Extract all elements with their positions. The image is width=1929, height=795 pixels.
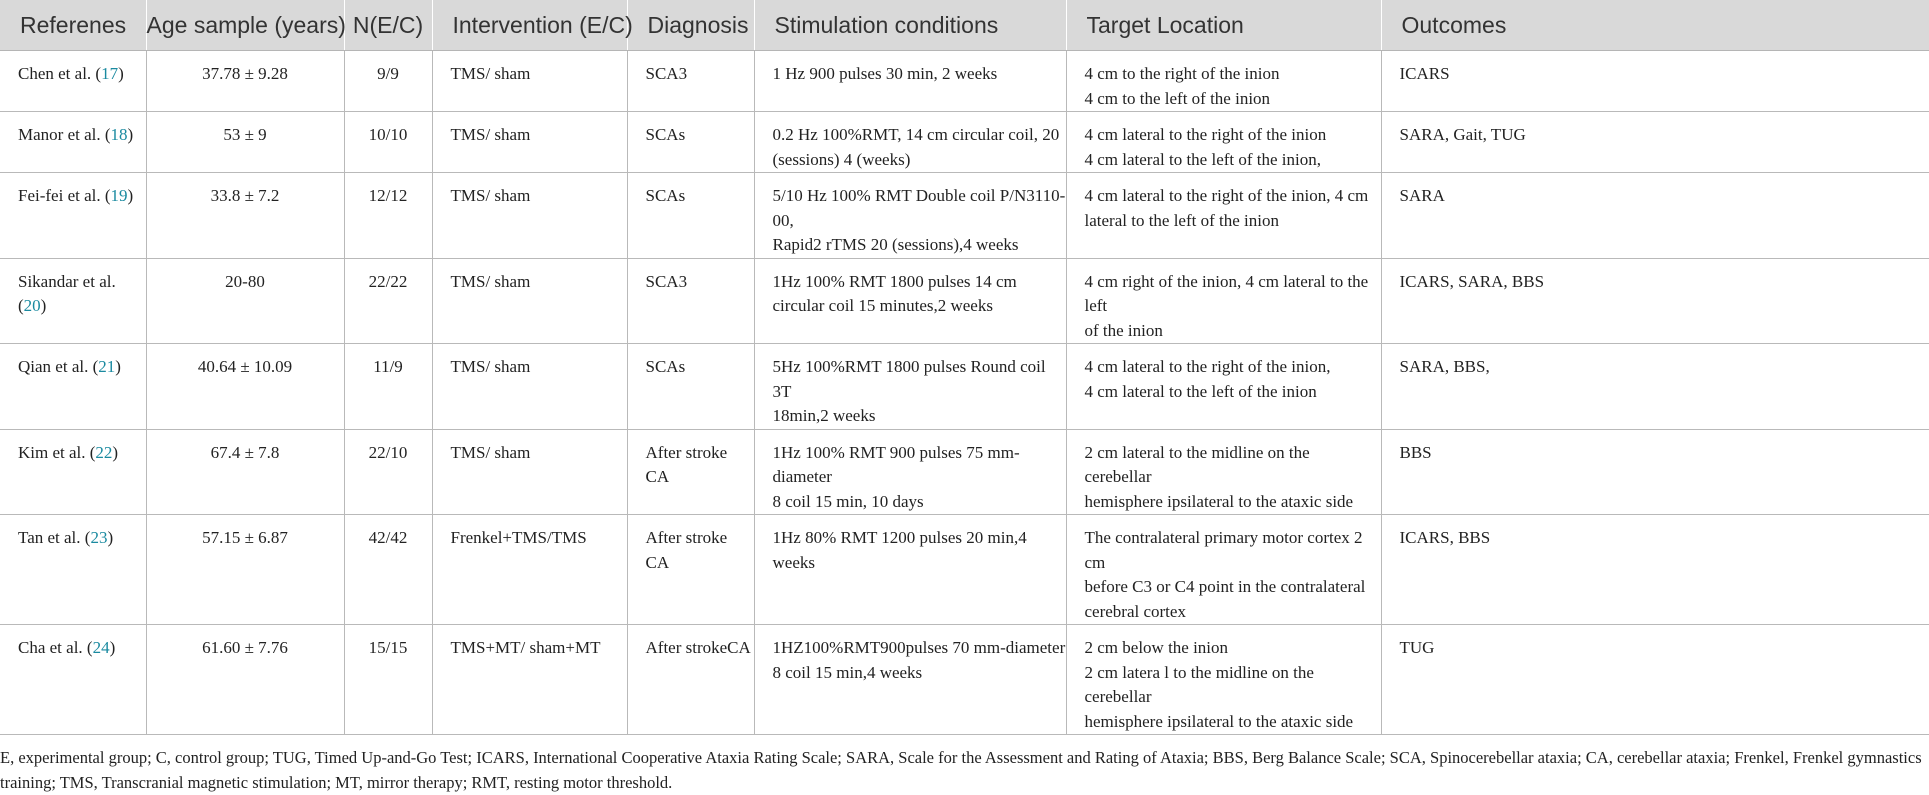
- reference-link[interactable]: 18: [110, 125, 128, 144]
- cell-n: 22/22: [344, 258, 432, 344]
- table-row: [0, 258, 1929, 344]
- cell-reference: [0, 515, 146, 625]
- cell-target: 2 cm below the inion 2 cm latera l to the midline on the cerebellar hemisphere ipsilateral to the ataxic side: [1066, 625, 1381, 735]
- cell-outcomes: TUG: [1381, 625, 1929, 735]
- cell-intervention: Frenkel+TMS/TMS: [432, 515, 627, 625]
- cell-stimulation: 1Hz 100% RMT 900 pulses 75 mm-diameter 8 coil 15 min, 10 days: [754, 429, 1066, 515]
- reference-close: ): [112, 442, 119, 462]
- table-row: [0, 51, 1929, 112]
- col-header-target: Target Location: [1066, 0, 1381, 51]
- cell-age: 37.78 ± 9.28: [146, 51, 344, 112]
- cell-n: 10/10: [344, 112, 432, 173]
- cell-reference: [0, 112, 146, 173]
- reference-link[interactable]: 17: [101, 64, 119, 83]
- cell-reference: [0, 258, 146, 344]
- cell-age: 67.4 ± 7.8: [146, 429, 344, 515]
- reference-author: Sikandar et al. (: [18, 271, 116, 315]
- cell-diagnosis: SCA3: [627, 258, 754, 344]
- cell-n: 15/15: [344, 625, 432, 735]
- table-row: [0, 625, 1929, 735]
- col-header-references: Referenes: [0, 0, 146, 51]
- cell-age: 53 ± 9: [146, 112, 344, 173]
- cell-n: 12/12: [344, 173, 432, 259]
- col-header-intervention: Intervention (E/C): [432, 0, 627, 51]
- cell-diagnosis: After stroke CA: [627, 429, 754, 515]
- cell-intervention: TMS/ sham: [432, 429, 627, 515]
- reference-author: Fei-fei et al. (: [18, 186, 111, 205]
- cell-stimulation: 5/10 Hz 100% RMT Double coil P/N3110-00, Rapid2 rTMS 20 (sessions),4 weeks: [754, 173, 1066, 259]
- cell-reference: [0, 429, 146, 515]
- cell-reference: [0, 51, 146, 112]
- cell-intervention: TMS/ sham: [432, 344, 627, 430]
- cell-outcomes: ICARS, SARA, BBS: [1381, 258, 1929, 344]
- table-row: [0, 429, 1929, 515]
- cell-intervention: TMS/ sham: [432, 112, 627, 173]
- cell-target: The contralateral primary motor cortex 2 cm before C3 or C4 point in the contralateral cerebral cortex: [1066, 515, 1381, 625]
- reference-author: Kim et al. (: [18, 442, 96, 462]
- reference-close: ): [127, 125, 134, 144]
- cell-diagnosis: SCA3: [627, 51, 754, 112]
- reference-close: ): [127, 186, 134, 205]
- table-footnote: E, experimental group; C, control group; TUG, Timed Up-and-Go Test; ICARS, International Cooperative Ataxia Rating Scale; SARA, Scale for the Assessment and Rating of Ataxia; BBS, Berg Balance Scale; SCA, Spinocerebellar ataxia; CA, cerebellar ataxia; Frenkel, Frenkel gymnastics training; TMS, Transcranial magnetic stimulation; MT, mirror therapy; RMT, resting motor threshold.: [0, 748, 1922, 792]
- cell-n: 9/9: [344, 51, 432, 112]
- cell-diagnosis: After stroke CA: [627, 515, 754, 625]
- cell-diagnosis: After strokeCA: [627, 625, 754, 735]
- cell-age: 33.8 ± 7.2: [146, 173, 344, 259]
- cell-stimulation: 1HZ100%RMT900pulses 70 mm-diameter 8 coil 15 min,4 weeks: [754, 625, 1066, 735]
- cell-diagnosis: SCAs: [627, 344, 754, 430]
- cell-age: 40.64 ± 10.09: [146, 344, 344, 430]
- cell-target: 4 cm right of the inion, 4 cm lateral to the left of the inion: [1066, 258, 1381, 344]
- cell-outcomes: ICARS: [1381, 51, 1929, 112]
- cell-n: 42/42: [344, 515, 432, 625]
- table-row: [0, 173, 1929, 259]
- cell-target: 4 cm lateral to the right of the inion 4 cm lateral to the left of the inion,: [1066, 112, 1381, 173]
- reference-close: ): [109, 638, 116, 657]
- col-header-diagnosis: Diagnosis: [627, 0, 754, 51]
- cell-stimulation: 1 Hz 900 pulses 30 min, 2 weeks: [754, 51, 1066, 112]
- reference-link[interactable]: 20: [23, 296, 41, 315]
- col-header-stimulation: Stimulation conditions: [754, 0, 1066, 51]
- cell-target: 2 cm lateral to the midline on the cerebellar hemisphere ipsilateral to the ataxic side: [1066, 429, 1381, 515]
- cell-outcomes: SARA: [1381, 173, 1929, 259]
- cell-outcomes: SARA, Gait, TUG: [1381, 112, 1929, 173]
- reference-author: Cha et al. (: [18, 638, 93, 657]
- cell-reference: [0, 173, 146, 259]
- cell-stimulation: 1Hz 80% RMT 1200 pulses 20 min,4 weeks: [754, 515, 1066, 625]
- cell-age: 61.60 ± 7.76: [146, 625, 344, 735]
- reference-link[interactable]: 23: [90, 528, 108, 547]
- cell-stimulation: 1Hz 100% RMT 1800 pulses 14 cm circular coil 15 minutes,2 weeks: [754, 258, 1066, 344]
- col-header-age: Age sample (years): [146, 0, 344, 51]
- cell-intervention: TMS/ sham: [432, 173, 627, 259]
- reference-link[interactable]: 22: [95, 442, 113, 462]
- reference-author: Qian et al. (: [18, 357, 99, 376]
- cell-stimulation: 0.2 Hz 100%RMT, 14 cm circular coil, 20 (sessions) 4 (weeks): [754, 112, 1066, 173]
- col-header-n: N(E/C): [344, 0, 432, 51]
- table-row: [0, 515, 1929, 625]
- cell-intervention: TMS/ sham: [432, 51, 627, 112]
- table-row: [0, 112, 1929, 173]
- cell-stimulation: 5Hz 100%RMT 1800 pulses Round coil 3T 18min,2 weeks: [754, 344, 1066, 430]
- cell-diagnosis: SCAs: [627, 173, 754, 259]
- cell-outcomes: BBS: [1381, 429, 1929, 515]
- reference-close: ): [107, 528, 114, 547]
- cell-target: 4 cm to the right of the inion 4 cm to the left of the inion: [1066, 51, 1381, 112]
- cell-intervention: TMS+MT/ sham+MT: [432, 625, 627, 735]
- reference-link[interactable]: 21: [98, 357, 116, 376]
- reference-author: Chen et al. (: [18, 64, 102, 83]
- table-row: [0, 344, 1929, 430]
- cell-age: 20-80: [146, 258, 344, 344]
- reference-link[interactable]: 24: [92, 638, 110, 657]
- cell-n: 22/10: [344, 429, 432, 515]
- cell-diagnosis: SCAs: [627, 112, 754, 173]
- reference-close: ): [40, 296, 47, 315]
- cell-outcomes: ICARS, BBS: [1381, 515, 1929, 625]
- cell-intervention: TMS/ sham: [432, 258, 627, 344]
- cell-reference: [0, 344, 146, 430]
- reference-author: Manor et al. (: [18, 125, 111, 144]
- cell-target: 4 cm lateral to the right of the inion, 4 cm lateral to the left of the inion: [1066, 173, 1381, 259]
- cell-outcomes: SARA, BBS,: [1381, 344, 1929, 430]
- cell-reference: [0, 625, 146, 735]
- col-header-outcomes: Outcomes: [1381, 0, 1929, 51]
- cell-target: 4 cm lateral to the right of the inion, 4 cm lateral to the left of the inion: [1066, 344, 1381, 430]
- cell-n: 11/9: [344, 344, 432, 430]
- reference-close: ): [118, 64, 124, 83]
- reference-author: Tan et al. (: [18, 528, 91, 547]
- reference-close: ): [115, 357, 121, 376]
- header-row: [0, 0, 1929, 51]
- reference-link[interactable]: 19: [110, 186, 128, 205]
- cell-age: 57.15 ± 6.87: [146, 515, 344, 625]
